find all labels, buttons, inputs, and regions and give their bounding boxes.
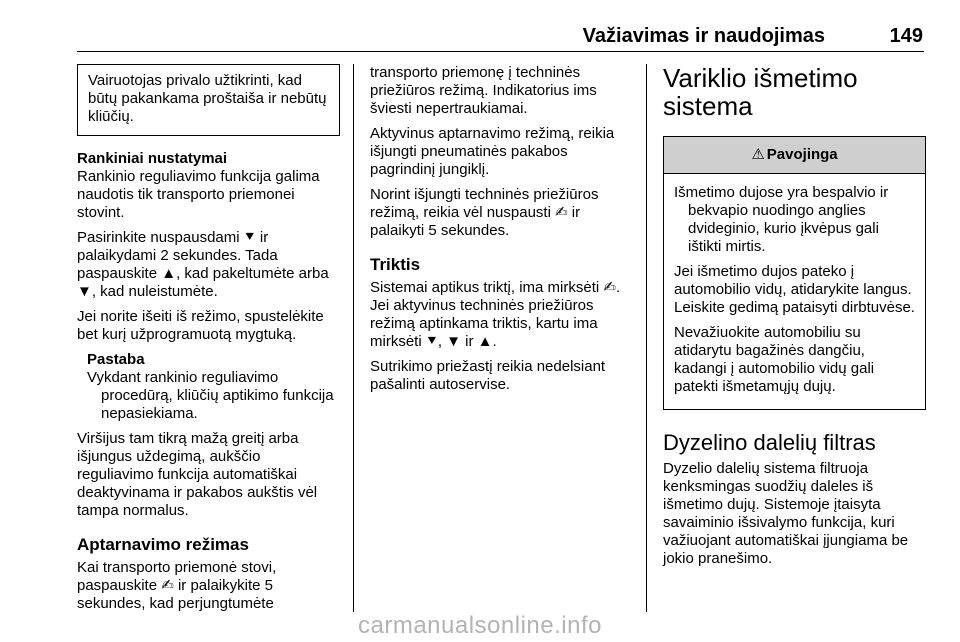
speed-deactivation-text: Viršijus tam tikrą mažą greitį arba išjungus uždegimą, aukščio reguliavimo funkcija automatiškai deaktyvinama ir pakabos aukštis vėl tampa normalus. xyxy=(77,430,318,519)
service-mode-continued: transporto priemonę į techninės priežiūros režimą. Indikatorius ims šviesti nepertraukiamai. xyxy=(370,64,597,117)
danger-label: Pavojinga xyxy=(766,146,838,163)
note-label: Pastaba xyxy=(87,351,145,368)
danger-box xyxy=(663,136,926,410)
driver-notice-text: Vairuotojas privalo užtikrinti, kad būtų pakankama proštaiša ir nebūtų kliūčių. xyxy=(88,72,327,125)
fault-heading: Triktis xyxy=(370,255,421,274)
note-text: Vykdant rankinio reguliavimo procedūrą, kliūčių aptikimo funkcija nepasiekiama. xyxy=(87,369,334,422)
danger-header xyxy=(664,137,925,174)
manual-settings-steps: Pasirinkite nuspausdami ⯆ ir palaikydami 2 sekundes. Tada paspauskite ▲, kad pakeltumėte arba ▼, kad nuleistumėte. xyxy=(77,229,329,300)
service-mode-text: Kai transporto priemonė stovi, paspauskite ✍ ir palaikykite 5 sekundes, kad perjungtumėte xyxy=(77,559,277,612)
column-divider-right xyxy=(646,64,647,612)
danger-paragraph-2: Jei išmetimo dujos pateko į automobilio vidų, atidarykite langus. Leiskite gedimą pataisyti dirbtuvėse. xyxy=(674,263,915,316)
page-number: 149 xyxy=(889,25,923,47)
warning-icon: ⚠ xyxy=(751,146,765,163)
note-block xyxy=(77,351,340,423)
header-rule xyxy=(77,51,924,52)
page-header-title: Važiavimas ir naudojimas xyxy=(582,25,825,47)
service-mode-exit-text: Norint išjungti techninės priežiūros režimą, reikia vėl nuspausti ✍ ir palaikyti 5 sekundes. xyxy=(370,186,599,239)
danger-paragraph-3: Nevažiuokite automobiliu su atidarytu bagažinės dangčiu, kadangi į automobilio vidų gali patekti išmetamųjų dujų. xyxy=(674,324,875,395)
exit-mode-text: Jei norite išeiti iš režimo, spustelėkite bet kurį užprogramuotą mygtuką. xyxy=(77,308,324,343)
service-mode-heading: Aptarnavimo režimas xyxy=(77,535,249,554)
manual-settings-heading: Rankiniai nustatymai xyxy=(77,150,228,167)
diesel-filter-heading: Dyzelino dalelių filtras xyxy=(663,430,876,455)
fault-repair-text: Sutrikimo priežastį reikia nedelsiant pašalinti autoservise. xyxy=(370,358,606,393)
exhaust-system-heading: Variklio išmetimo sistema xyxy=(663,63,858,121)
danger-body xyxy=(664,174,925,409)
diesel-filter-text: Dyzelio dalelių sistema filtruoja kenksmingas suodžių daleles iš išmetimo dujų. Sistemoje įtaisyta savaiminio išsivalymo funkcija, kuri važiuojant automatiškai įjungiama be jokio pranešimo. xyxy=(663,460,909,567)
column-divider-left xyxy=(353,64,354,612)
column-2 xyxy=(370,64,633,401)
manual-settings-intro: Rankinio reguliavimo funkcija galima naudotis tik transporto priemonei stovint. xyxy=(77,168,320,221)
column-1 xyxy=(77,64,340,620)
driver-notice-box xyxy=(77,64,340,136)
danger-paragraph-1: Išmetimo dujose yra bespalvio ir bekvapio nuodingo anglies dvideginio, kurio įkvėpus gali ištikti mirtis. xyxy=(674,184,889,255)
pneumatic-switch-text: Aktyvinus aptarnavimo režimą, reikia išjungti pneumatinės pakabos pagrindinį jungiklį. xyxy=(370,125,615,178)
column-3 xyxy=(663,64,926,575)
watermark: carmanualsonline.info xyxy=(358,612,602,639)
fault-text: Sistemai aptikus triktį, ima mirksėti ✍. Jei aktyvinus techninės priežiūros režimą aptinkama triktis, kartu ima mirksėti ⯆, ▼ ir ▲. xyxy=(370,279,621,350)
